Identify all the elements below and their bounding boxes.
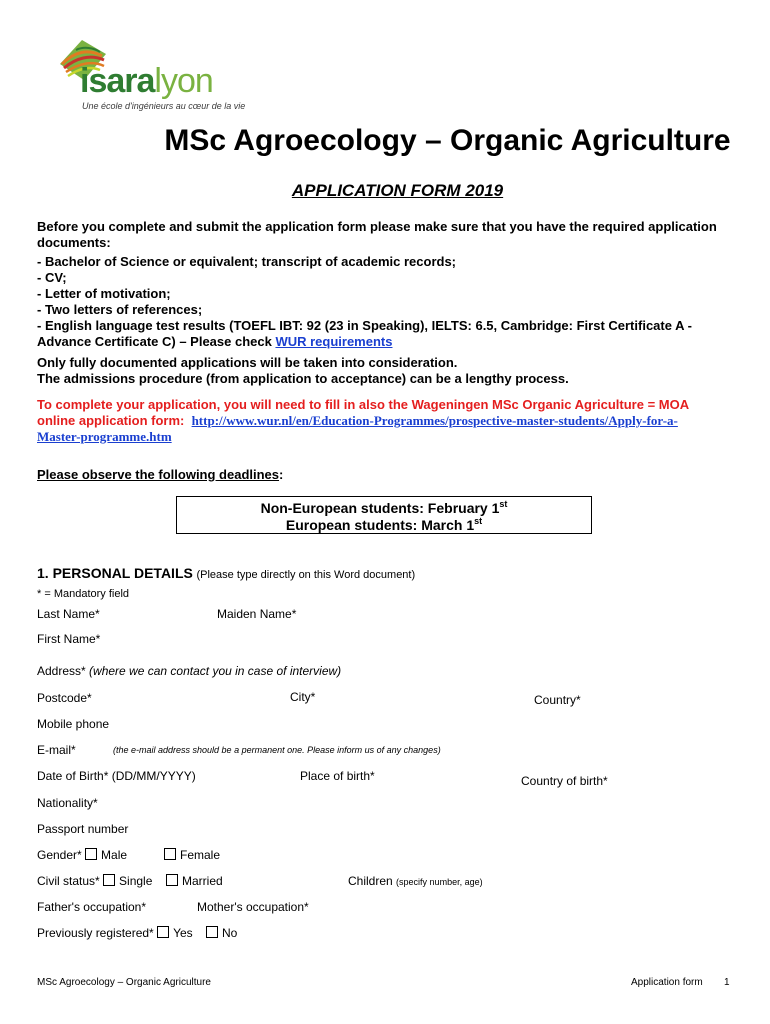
list-item: - Two letters of references; — [37, 302, 203, 317]
logo-wordmark — [80, 64, 213, 98]
fathers-occupation-field[interactable]: Father's occupation* — [37, 900, 147, 914]
address-label: Address* — [37, 664, 86, 678]
section-note: (Please type directly on this Word document) — [196, 569, 416, 581]
list-item: - English language test results (TOEFL IBT: 92 (23 in Speaking), IELTS: 6.5, Cambridge: First Certificate A - — [37, 318, 692, 333]
wur-apply-url-link-cont[interactable]: Master-programme.htm — [37, 429, 172, 444]
deadlines-heading — [37, 467, 283, 483]
list-item: - CV; — [37, 270, 67, 285]
yes-label: Yes — [173, 926, 193, 940]
married-option — [166, 874, 223, 888]
date-of-birth-field[interactable]: Date of Birth* (DD/MM/YYYY) — [37, 769, 196, 783]
civil-status-label: Civil status* — [37, 874, 100, 888]
footer-right: Application form — [631, 977, 703, 988]
deadlines-heading-text: Please observe the following deadlines — [37, 467, 280, 482]
isara-lyon-logo — [50, 38, 246, 118]
no-checkbox[interactable] — [206, 926, 218, 938]
logo-name-isara: isara — [80, 62, 155, 100]
ordinal-suffix: st — [474, 516, 483, 526]
european-deadline — [177, 517, 591, 534]
page-number: 1 — [724, 977, 730, 988]
personal-details-heading — [37, 565, 415, 581]
logo-name-lyon: lyon — [154, 62, 213, 100]
female-checkbox[interactable] — [164, 848, 176, 860]
required-documents-list — [37, 254, 727, 350]
intro-lead: Before you complete and submit the application form please make sure that you have the required application documents: — [37, 219, 717, 250]
no-option — [206, 926, 237, 940]
female-label: Female — [180, 848, 221, 862]
wageningen-line1: To complete your application, you will need to fill in also the Wageningen MSc Organic Agriculture = MOA — [37, 397, 690, 412]
section-title: 1. PERSONAL DETAILS — [37, 565, 193, 581]
address-field[interactable] — [37, 664, 341, 678]
page-title: MSc Agroecology – Organic Agriculture — [164, 124, 731, 157]
passport-number-field[interactable]: Passport number — [37, 822, 129, 836]
first-name-field[interactable]: First Name* — [37, 632, 101, 646]
mandatory-note: * = Mandatory field — [37, 588, 130, 600]
list-item: - Bachelor of Science or equivalent; transcript of academic records; — [37, 254, 457, 269]
ordinal-suffix: st — [499, 499, 508, 509]
place-of-birth-field[interactable]: Place of birth* — [300, 769, 375, 783]
address-note: (where we can contact you in case of interview) — [89, 664, 342, 678]
wur-requirements-link[interactable]: WUR requirements — [275, 334, 393, 349]
last-name-field[interactable]: Last Name* — [37, 607, 100, 621]
single-label: Single — [119, 874, 153, 888]
children-note: (specify number, age) — [396, 877, 483, 887]
no-label: No — [222, 926, 238, 940]
wageningen-instructions — [37, 397, 727, 445]
previously-registered-row — [37, 926, 193, 940]
english-line2: Advance Certificate C) – Please check — [37, 334, 276, 349]
list-item — [37, 334, 727, 350]
postcode-field[interactable]: Postcode* — [37, 691, 92, 705]
country-field[interactable]: Country* — [534, 693, 581, 707]
documentation-notes — [37, 355, 727, 387]
nationality-field[interactable]: Nationality* — [37, 796, 98, 810]
married-checkbox[interactable] — [166, 874, 178, 886]
married-label: Married — [182, 874, 223, 888]
city-field[interactable]: City* — [290, 690, 316, 704]
form-subtitle: APPLICATION FORM 2019 — [291, 181, 504, 200]
non-european-deadline-text: Non-European students: February 1 — [260, 500, 500, 516]
non-european-deadline — [177, 500, 591, 517]
male-checkbox[interactable] — [85, 848, 97, 860]
female-option — [164, 848, 220, 862]
gender-label: Gender* — [37, 848, 82, 862]
civil-status-row — [37, 874, 152, 888]
children-field[interactable] — [348, 874, 483, 889]
country-of-birth-field[interactable]: Country of birth* — [521, 774, 608, 788]
email-field[interactable]: E-mail* — [37, 743, 76, 757]
children-label: Children — [348, 874, 393, 888]
mothers-occupation-field[interactable]: Mother's occupation* — [197, 900, 309, 914]
email-note: (the e-mail address should be a permanent one. Please inform us of any changes) — [113, 745, 441, 755]
deadline-box — [176, 496, 592, 534]
mobile-phone-field[interactable]: Mobile phone — [37, 717, 110, 731]
single-checkbox[interactable] — [103, 874, 115, 886]
gender-row — [37, 848, 127, 862]
note-line: Only fully documented applications will be taken into consideration. — [37, 355, 458, 370]
deadlines-colon: : — [279, 467, 284, 482]
note-line: The admissions procedure (from application to acceptance) can be a lengthy process. — [37, 371, 569, 386]
maiden-name-field[interactable]: Maiden Name* — [217, 607, 297, 621]
online-form-label: online application form: — [37, 413, 185, 428]
european-deadline-text: European students: March 1 — [285, 517, 475, 533]
male-label: Male — [101, 848, 128, 862]
logo-tagline: Une école d'ingénieurs au cœur de la vie — [82, 101, 246, 111]
list-item: - Letter of motivation; — [37, 286, 171, 301]
previously-registered-label: Previously registered* — [37, 926, 154, 940]
footer-left: MSc Agroecology – Organic Agriculture — [37, 977, 211, 988]
wur-apply-url-link[interactable]: http://www.wur.nl/en/Education-Programmes/prospective-master-students/Apply-for-a- — [191, 413, 678, 428]
yes-checkbox[interactable] — [157, 926, 169, 938]
